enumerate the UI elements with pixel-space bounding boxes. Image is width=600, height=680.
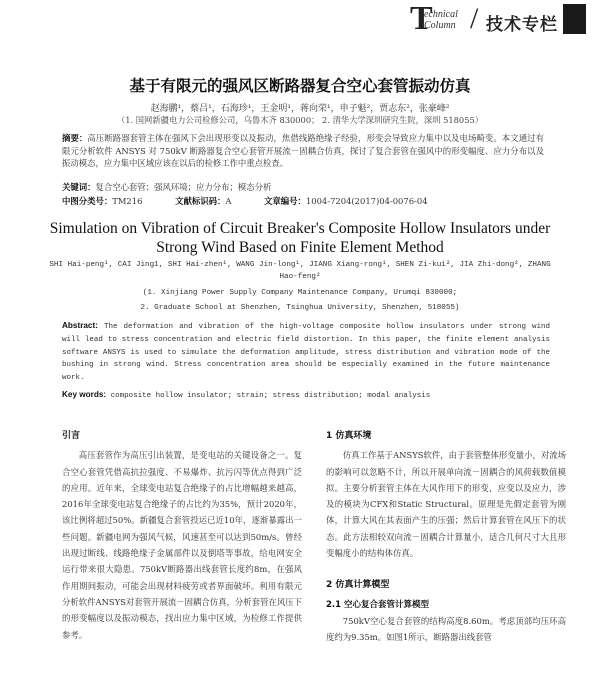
section2-heading: 2 仿真计算模型 [326,580,390,591]
article-no-value: 1004-7204(2017)04-0076-04 [305,196,428,206]
keywords-en-text: composite hollow insulator; strain; stress distribution; modal analysis [110,392,431,400]
body-column-left [62,428,302,643]
section1-paragraph: 仿真工作基于ANSYS软件，由于套管整体形变量小，对流场的影响可以忽略不计，所以开展单向流－固耦合的风荷载数值模拟。主要分析套管主体在大风作用下的形变，应变以及应力，涉及的模块为CFX和Static Structural。原理是先假定套管为刚体，计算大风在其表面产生的压强；然后计算套管在风压下的状态。此方法相较双向流－固耦合计算量小，适合几何尺寸大且形变幅度小的结构体仿真。 [326,450,566,559]
doc-code-value: A [225,196,232,206]
authors-cn: 赵海鹏¹，蔡吕¹，石海珍¹，王金明¹，蒋向荣¹，申子魁²，贾志东²，张豪峰² [150,104,450,114]
keywords-cn-text: 复合空心套管；强风环境；应力分布；模态分析 [95,182,272,192]
section2-1-heading: 2.1 空心复合套管计算模型 [326,599,430,610]
column-slash: / [470,2,479,35]
column-logo-line2: Column [424,20,456,31]
abstract-en-label: Abstract: [62,321,98,330]
abstract-cn-label: 摘要： [62,133,88,143]
intro-heading: 引言 [62,431,81,441]
classification-cn [62,195,544,207]
abstract-en-text: The deformation and vibration of the high-voltage composite hollow insulators under strong wind will lead to stress concentration and electric field distortion. In this paper, the finite element analysis software ANSYS is used to simulate the deformation amplitude, stress distribution and vibration mode of the bushing in strong wind. Stress concentration area should be especially examined in the future maintenance work. [62,323,550,383]
column-header [392,0,592,40]
affiliation-en-line1: (1. Xinjiang Power Supply Company Maintenance Company, Urumqi 830000; [142,289,458,297]
keywords-en-label: Key words: [62,390,107,399]
affiliation-cn: （1. 国网新疆电力公司检修公司，乌鲁木齐 830000； 2. 清华大学深圳研究生院，深圳 518055） [116,115,484,125]
section2-paragraph: 750kV空心复合套管的结构高度8.60m。考虑顶部均压环高度约为9.35m。如图1所示，断路器出线套管 [326,615,566,643]
authors-en: SHI Hai-peng¹, CAI Jing1, SHI Hai-zhen¹, WANG Jin-long¹, JIANG Xiang-rong¹, SHEN Zi-kui², JIA Zhi-dong², ZHANG Hao-feng² [49,261,551,281]
column-name: 技术专栏 [486,15,558,35]
affiliation-en-line2: 2. Graduate School at Shenzhen, Tsinghua University, Shenzhen, 518055) [140,304,460,312]
keywords-en [62,390,550,400]
intro-paragraph: 高压套管作为高压引出装置，是变电站的关键设备之一。复合空心套管凭借高抗拉强度、不易爆炸、抗污闪等优点得到广泛的应用。近年来，全球变电站复合绝缘子的占比增幅越来越高，2016年全球变电站复合绝缘子的占比约为35%，预计2020年，该比例将超过50%。新疆复合套管投运已近10年，逐渐暴露出一些问题。新疆电网为强风气候，风速甚至可以达到50m/s。曾经出现过断线、线路绝缘子金属部件以及倒塔等事故，给电网安全运行带来很大隐患。750kV断路器出线套管长度约8m，在强风作用期间振动，可能会出现材料疲劳或者界面破坏。利用有限元分析软件ANSYS对套管开展流－固耦合仿真，分析套管在风压下的形变幅度以及振动模态，找出应力集中区域，为检修工作提供参考。 [62,450,302,640]
doc-code-label: 文献标识码： [175,196,226,206]
keywords-cn-label: 关键词： [62,182,96,192]
column-logo-line1: echnical [424,9,458,20]
column-logo-letter: T [410,0,433,37]
abstract-en [62,320,550,385]
body-column-right [326,428,566,646]
keywords-cn [62,181,544,193]
clc-value: TM216 [112,196,143,206]
abstract-cn [62,132,544,170]
abstract-cn-text: 高压断路器套管主体在强风下会出现形变以及振动，焦借线路绝缘子经验，形变会导致应力集中以及电场畸变。本文通过有限元分析软件 ANSYS 对 750kV 断路器复合空心套管开展流－固耦合仿真，探讨了复合套管在强风中的形变幅度、应力分布以及振动模态，应力集中区域应该在以后的检修工作中重点检查。 [62,133,544,168]
paper-title-cn: 基于有限元的强风区断路器复合空心套管振动仿真 [129,77,471,95]
column-marker-block [563,4,586,34]
paper-title-en: Simulation on Vibration of Circuit Breaker's Composite Hollow Insulators under Strong Wind Based on Finite Element Method [49,220,551,256]
affiliation-en [60,286,540,316]
clc-label: 中图分类号： [62,196,113,206]
article-no-label: 文章编号： [264,196,306,206]
section1-heading: 1 仿真环境 [326,431,372,441]
